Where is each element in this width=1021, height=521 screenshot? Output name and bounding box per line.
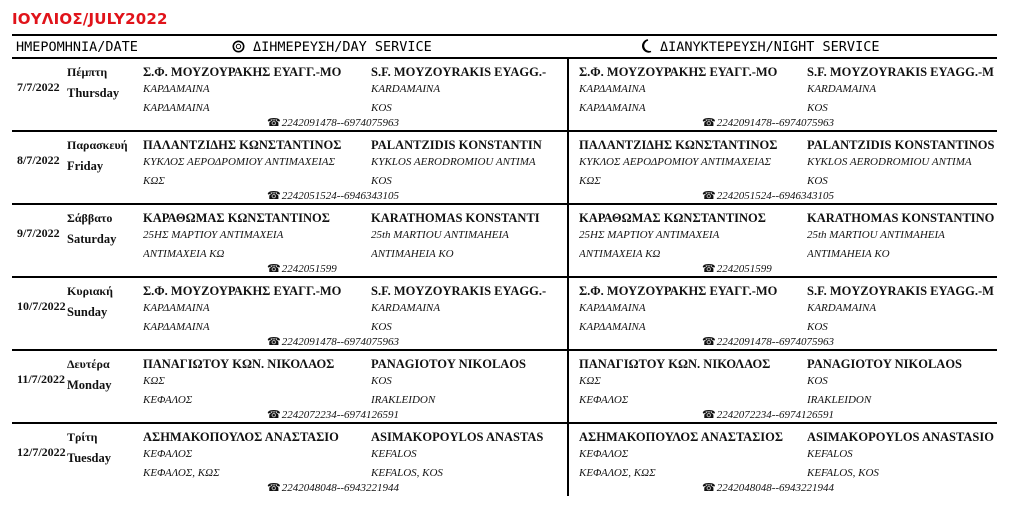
day-pharmacy-name-gr: ΚΑΡΑΘΩΜΑΣ ΚΩΝΣΤΑΝΤΙΝΟΣ [143,211,330,225]
row-date: 10/7/2022 [17,299,66,313]
day-pharmacy-name-gr: ΠΑΝΑΓΙΩΤΟΥ ΚΩΝ. ΝΙΚΟΛΑΟΣ [143,357,335,371]
night-address-en-1: KEFALOS [807,448,853,460]
day-phone-number: 2242048048--6943221944 [281,482,400,494]
row-date: 11/7/2022 [17,372,66,386]
sun-icon [232,40,245,53]
day-address-en-1: 25th MARTIOU ANTIMAHEIA [371,229,509,241]
day-address-gr-1: ΚΑΡΔΑΜΑΙΝΑ [143,83,210,95]
day-pharmacy-name-gr: Σ.Φ. ΜΟΥΖΟΥΡΑΚΗΣ ΕΥΑΓΓ.-ΜΟ [143,65,342,79]
day-address-gr-1: ΚΩΣ [143,375,165,387]
night-pharmacy-name-gr: ΠΑΝΑΓΙΩΤΟΥ ΚΩΝ. ΝΙΚΟΛΑΟΣ [579,357,771,371]
day-address-en-2: KEFALOS, KOS [371,467,443,479]
night-address-en-2: KOS [807,321,828,333]
day-address-en-2: IRAKLEIDON [371,394,436,406]
night-pharmacy-name-en: S.F. MOYZOYRAKIS EYAGG.-M [807,65,994,79]
day-address-en-1: KARDAMAINA [371,302,441,314]
night-pharmacy-name-en: ASIMAKOPOYLOS ANASTASIO [807,430,994,444]
night-service-label: ΔΙΑΝΥΚΤΕΡΕΥΣΗ/NIGHT SERVICE [660,39,880,55]
night-address-en-2: ANTIMAHEIA KO [807,248,890,260]
crescent-moon-icon [640,39,652,53]
night-phone [702,408,834,421]
date-column-header: ΗΜΕΡΟΜΗΝΙΑ/DATE [16,39,138,55]
row-weekday-gr: Κυριακή [67,284,113,298]
night-address-gr-2: ΚΕΦΑΛΟΣ [579,394,629,406]
day-phone [267,481,399,494]
row-date: 9/7/2022 [17,226,60,240]
day-phone [267,189,399,202]
row-weekday-en: Sunday [67,305,108,319]
telephone-icon: ☎ [702,336,716,348]
day-phone [267,262,337,275]
night-phone [702,116,834,129]
row-weekday-en: Saturday [67,232,117,246]
day-phone-number: 2242051524--6946343105 [281,190,400,202]
night-address-gr-1: ΚΑΡΔΑΜΑΙΝΑ [579,83,646,95]
telephone-icon: ☎ [702,190,716,202]
day-pharmacy-name-en: S.F. MOYZOYRAKIS EYAGG.- [371,284,547,298]
night-address-en-1: KARDAMAINA [807,302,877,314]
table-row [12,351,997,424]
day-address-en-2: KOS [371,321,392,333]
night-phone-number: 2242072234--6974126591 [716,409,835,421]
night-address-gr-1: ΚΥΚΛΟΣ ΑΕΡΟΔΡΟΜΙΟΥ ΑΝΤΙΜΑΧΕΙΑΣ [579,156,771,168]
telephone-icon: ☎ [702,482,716,494]
night-address-gr-1: ΚΑΡΔΑΜΑΙΝΑ [579,302,646,314]
day-phone-number: 2242072234--6974126591 [281,409,400,421]
day-phone-number: 2242091478--6974075963 [281,117,400,129]
row-weekday-en: Tuesday [67,451,112,465]
day-address-en-1: KOS [371,375,392,387]
day-address-gr-2: ΚΩΣ [143,175,165,187]
telephone-icon: ☎ [267,336,281,348]
night-address-en-1: KARDAMAINA [807,83,877,95]
night-address-en-1: KOS [807,375,828,387]
row-weekday-en: Monday [67,378,112,392]
day-service-header [232,39,432,55]
table-row [12,278,997,351]
night-phone-number: 2242091478--6974075963 [716,336,835,348]
day-pharmacy-name-en: ASIMAKOPOYLOS ANASTAS [371,430,544,444]
night-phone-number: 2242091478--6974075963 [716,117,835,129]
day-address-en-2: KOS [371,175,392,187]
day-pharmacy-name-en: PANAGIOTOY NIKOLAOS [371,357,526,371]
night-pharmacy-name-gr: Σ.Φ. ΜΟΥΖΟΥΡΑΚΗΣ ΕΥΑΓΓ.-ΜΟ [579,65,778,79]
row-date: 12/7/2022 [17,445,66,459]
row-weekday-gr: Παρασκευή [67,138,128,152]
row-weekday-gr: Σάββατο [67,211,113,225]
night-phone [702,481,834,494]
day-pharmacy-name-gr: ΠΑΛΑΝΤΖΙΔΗΣ ΚΩΝΣΤΑΝΤΙΝΟΣ [143,138,342,152]
day-pharmacy-name-gr: Σ.Φ. ΜΟΥΖΟΥΡΑΚΗΣ ΕΥΑΓΓ.-ΜΟ [143,284,342,298]
day-pharmacy-name-en: KARATHOMAS KONSTANTI [371,211,540,225]
day-address-gr-1: 25ΗΣ ΜΑΡΤΙΟΥ ΑΝΤΙΜΑΧΕΙΑ [143,229,284,241]
night-address-gr-1: ΚΕΦΑΛΟΣ [579,448,629,460]
schedule-table [12,59,997,495]
night-phone [702,189,834,202]
night-address-gr-1: 25ΗΣ ΜΑΡΤΙΟΥ ΑΝΤΙΜΑΧΕΙΑ [579,229,720,241]
telephone-icon: ☎ [702,263,716,275]
day-address-gr-2: ΚΕΦΑΛΟΣ, ΚΩΣ [143,467,220,479]
row-weekday-gr: Τρίτη [67,430,98,444]
night-address-en-2: IRAKLEIDON [807,394,872,406]
row-date: 8/7/2022 [17,153,60,167]
day-phone-number: 2242051599 [281,263,337,275]
day-pharmacy-name-en: PALANTZIDIS KONSTANTIN [371,138,542,152]
night-pharmacy-name-gr: ΑΣΗΜΑΚΟΠΟΥΛΟΣ ΑΝΑΣΤΑΣΙΟΣ [579,430,784,444]
day-address-gr-2: ΚΑΡΔΑΜΑΙΝΑ [143,321,210,333]
day-address-gr-2: ΚΕΦΑΛΟΣ [143,394,193,406]
day-pharmacy-name-en: S.F. MOYZOYRAKIS EYAGG.- [371,65,547,79]
day-address-en-2: ANTIMAHEIA KO [371,248,454,260]
telephone-icon: ☎ [702,117,716,129]
night-address-en-2: KOS [807,102,828,114]
night-pharmacy-name-gr: ΚΑΡΑΘΩΜΑΣ ΚΩΝΣΤΑΝΤΙΝΟΣ [579,211,766,225]
day-address-en-1: KEFALOS [371,448,417,460]
night-address-en-1: 25th MARTIOU ANTIMAHEIA [807,229,945,241]
header-top-rule [12,34,997,36]
night-pharmacy-name-en: KARATHOMAS KONSTANTINO [807,211,995,225]
row-weekday-en: Thursday [67,86,120,100]
row-weekday-en: Friday [67,159,104,173]
night-pharmacy-name-en: S.F. MOYZOYRAKIS EYAGG.-M [807,284,994,298]
day-service-label: ΔΙΗΜΕΡΕΥΣΗ/DAY SERVICE [253,39,432,55]
table-row [12,424,997,495]
day-address-gr-1: ΚΑΡΔΑΜΑΙΝΑ [143,302,210,314]
night-pharmacy-name-gr: Σ.Φ. ΜΟΥΖΟΥΡΑΚΗΣ ΕΥΑΓΓ.-ΜΟ [579,284,778,298]
telephone-icon: ☎ [267,117,281,129]
day-address-en-1: KYKLOS AERODROMIOU ANTIMA [371,156,536,168]
table-row [12,59,997,132]
telephone-icon: ☎ [702,409,716,421]
night-address-en-2: KOS [807,175,828,187]
telephone-icon: ☎ [267,263,281,275]
table-row [12,205,997,278]
night-pharmacy-name-en: PANAGIOTOY NIKOLAOS [807,357,962,371]
night-address-en-2: KEFALOS, KOS [807,467,879,479]
row-weekday-gr: Δευτέρα [67,357,110,371]
day-address-gr-2: ΑΝΤΙΜΑΧΕΙΑ ΚΩ [143,248,225,260]
row-date: 7/7/2022 [17,80,60,94]
night-address-gr-2: ΑΝΤΙΜΑΧΕΙΑ ΚΩ [579,248,661,260]
night-address-en-1: KYKLOS AERODROMIOU ANTIMA [807,156,972,168]
night-phone [702,335,834,348]
night-phone-number: 2242048048--6943221944 [716,482,835,494]
night-address-gr-2: ΚΑΡΔΑΜΑΙΝΑ [579,102,646,114]
night-service-header [640,39,879,55]
page-title: ΙΟΥΛΙΟΣ/JULY2022 [12,10,168,28]
day-address-gr-1: ΚΕΦΑΛΟΣ [143,448,193,460]
night-phone-number: 2242051524--6946343105 [716,190,835,202]
day-address-gr-2: ΚΑΡΔΑΜΑΙΝΑ [143,102,210,114]
night-address-gr-2: ΚΩΣ [579,175,601,187]
night-phone [702,262,772,275]
day-address-en-1: KARDAMAINA [371,83,441,95]
night-address-gr-1: ΚΩΣ [579,375,601,387]
telephone-icon: ☎ [267,482,281,494]
night-address-gr-2: ΚΑΡΔΑΜΑΙΝΑ [579,321,646,333]
day-address-gr-1: ΚΥΚΛΟΣ ΑΕΡΟΔΡΟΜΙΟΥ ΑΝΤΙΜΑΧΕΙΑΣ [143,156,335,168]
night-address-gr-2: ΚΕΦΑΛΟΣ, ΚΩΣ [579,467,656,479]
day-phone [267,116,399,129]
row-weekday-gr: Πέμπτη [67,65,108,79]
telephone-icon: ☎ [267,409,281,421]
night-pharmacy-name-en: PALANTZIDIS KONSTANTINOS [807,138,995,152]
day-address-en-2: KOS [371,102,392,114]
day-pharmacy-name-gr: ΑΣΗΜΑΚΟΠΟΥΛΟΣ ΑΝΑΣΤΑΣΙΟ [143,430,339,444]
day-phone [267,335,399,348]
night-phone-number: 2242051599 [716,263,772,275]
day-phone [267,408,399,421]
table-row [12,132,997,205]
day-phone-number: 2242091478--6974075963 [281,336,400,348]
telephone-icon: ☎ [267,190,281,202]
night-pharmacy-name-gr: ΠΑΛΑΝΤΖΙΔΗΣ ΚΩΝΣΤΑΝΤΙΝΟΣ [579,138,778,152]
